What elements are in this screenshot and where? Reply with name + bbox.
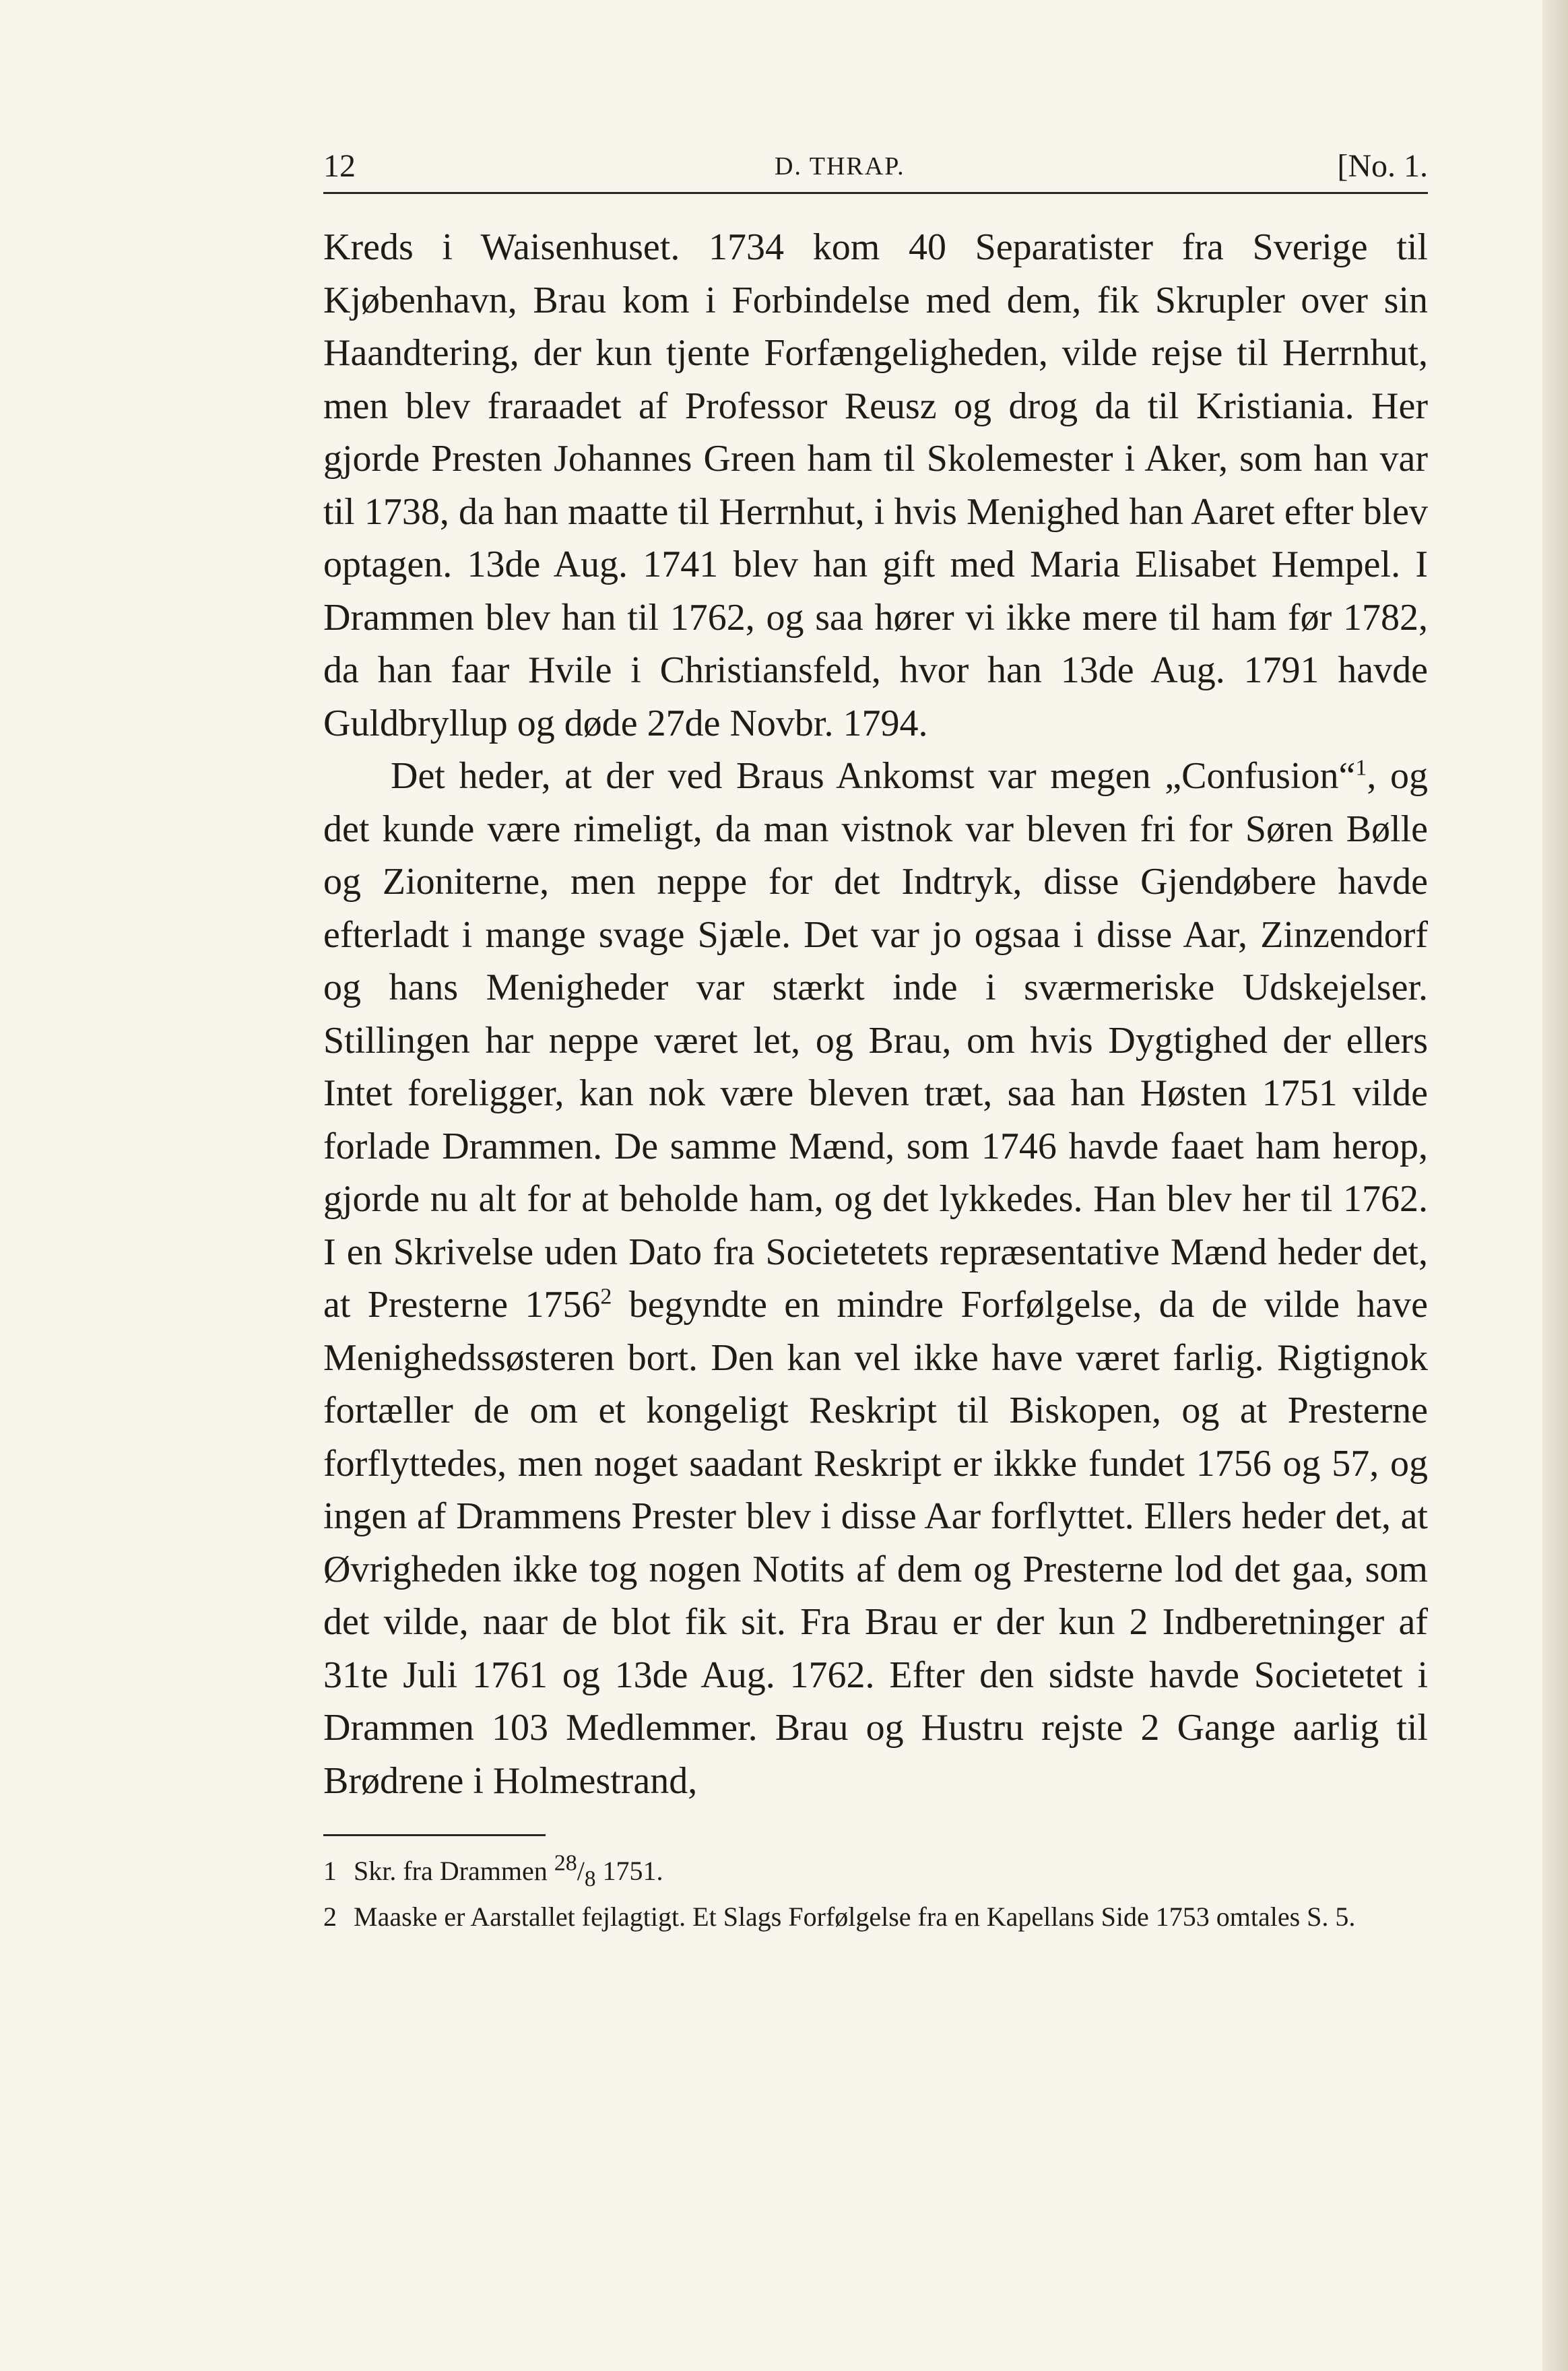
paragraph-text: Kreds i Waisenhuset. 1734 kom 40 Separatister fra Sverige til Kjøbenhavn, Brau kom i Forbindelse med dem, fik Skrupler over sin Haandtering, der kun tjente Forfængeligheden, vilde rejse til Herrnhut, men blev fraraadet af Professor Reusz og drog da til Kristiania. Her gjorde Presten Johannes Green ham til Skolemester i Aker, som han var til 1738, da han maatte til Herrnhut, i hvis Menighed han Aaret efter blev optagen. 13de Aug. 1741 blev han gift med Maria Elisabet Hempel. I Drammen blev han til 1762, og saa hører vi ikke mere til ham før 1782, da han faar Hvile i Christiansfeld, hvor han 13de Aug. 1791 havde Guldbryllup og døde 27de Novbr. 1794. — [323, 226, 1428, 744]
footnote: 1 Skr. fra Drammen $^{28}/_8$ 1751. — [323, 1850, 663, 1891]
footnote — [323, 1898, 1428, 1936]
running-head-author: D. THRAP. — [775, 152, 905, 181]
footnote-reference[interactable]: 1 — [1355, 755, 1367, 781]
book-page — [323, 145, 1428, 1936]
paragraph-text: , og det kunde være rimeligt, da man vistnok var bleven fri for Søren Bølle og Zioniterne, men neppe for det Indtryk, disse Gjendøbere havde efterladt i mange svage Sjæle. Det var jo ogsaa i disse Aar, Zinzendorf og hans Menigheder var stærkt inde i sværmeriske Udskejelser. Stillingen har neppe været let, og Brau, om hvis Dygtighed der ellers Intet foreligger, kan nok være bleven træt, saa han Høsten 1751 vilde forlade Drammen. De samme Mænd, som 1746 havde faaet ham herop, gjorde nu alt for at beholde ham, og det lykkedes. Han blev her til 1762. I en Skrivelse uden Dato fra Societetets repræsentative Mænd heder det, at Presterne 1756 — [323, 755, 1428, 1326]
footnote-text: Skr. fra Drammen — [354, 1856, 554, 1886]
paragraph-text: Det heder, at der ved Braus Ankomst var megen „Confusion“ — [391, 755, 1356, 797]
running-head-issue: [No. 1. — [1337, 148, 1428, 184]
page-number: 12 — [323, 148, 356, 184]
footnote-text: 1751. — [595, 1856, 663, 1886]
footnote-reference[interactable]: 2 — [600, 1284, 612, 1309]
date-month: 8 — [584, 1866, 596, 1891]
footnote-mark: 2 — [323, 1902, 337, 1932]
footnote-text: Maaske er Aarstallet fejlagtigt. Et Slags Forfølgelse fra en Kapellans Side 1753 omtales S. 5. — [354, 1902, 1356, 1932]
footnotes — [323, 1852, 1428, 1936]
footnote-mark: 1 — [323, 1856, 337, 1886]
page-edge — [1542, 0, 1568, 2371]
footnote-rule — [323, 1834, 546, 1836]
body-text — [323, 221, 1428, 1807]
date-day: 28 — [554, 1850, 577, 1876]
paragraph — [323, 221, 1428, 750]
running-head — [323, 145, 1428, 188]
header-rule — [323, 192, 1428, 194]
paragraph — [323, 750, 1428, 1807]
paragraph-text: begyndte en mindre Forfølgelse, da de vilde have Menighedssøsteren bort. Den kan vel ikke have været farlig. Rigtignok fortæller de om et kongeligt Reskript til Biskopen, og at Presterne forflyttedes, men noget saadant Reskript er ikkke fundet 1756 og 57, og ingen af Drammens Prester blev i disse Aar forflyttet. Ellers heder det, at Øvrigheden ikke tog nogen Notits af dem og Presterne lod det gaa, som det vilde, naar de blot fik sit. Fra Brau er der kun 2 Indberetninger af 31te Juli 1761 og 13de Aug. 1762. Efter den sidste havde Societetet i Drammen 103 Medlemmer. Brau og Hustru rejste 2 Gange aarlig til Brødrene i Holmestrand, — [323, 1284, 1429, 1802]
